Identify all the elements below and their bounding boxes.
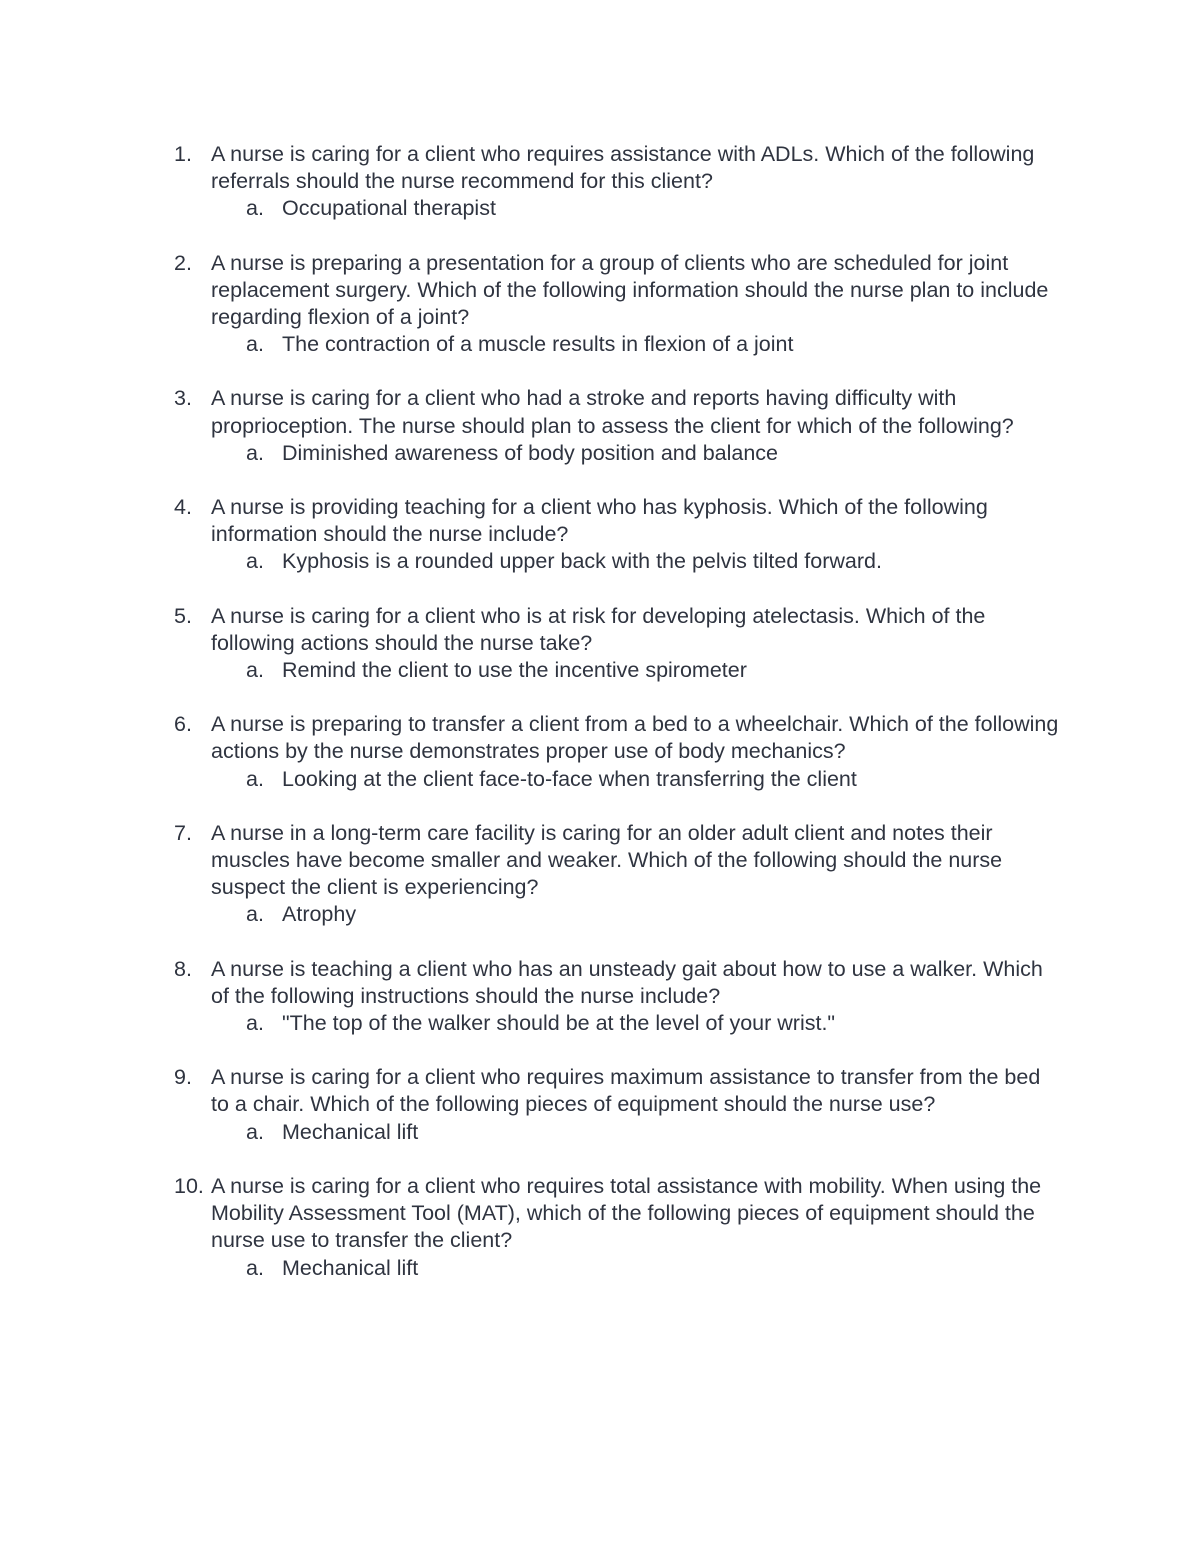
answer-item: [0, 195, 1200, 222]
question-item-2: [0, 250, 1200, 359]
question-item-8: [0, 956, 1200, 1038]
answer-text: Mechanical lift: [282, 1119, 419, 1144]
question-list: [0, 141, 1200, 1309]
answer-label: a.: [246, 440, 264, 465]
answer-text: Remind the client to use the incentive spirometer: [282, 658, 747, 683]
question-number: 4.: [174, 495, 192, 520]
question-item-5: [0, 603, 1200, 685]
question-number: 10.: [174, 1173, 204, 1198]
question-number: 7.: [174, 820, 192, 845]
question-text: A nurse is preparing to transfer a client from a bed to a wheelchair. Which of the following actions by the nurse demonstrates proper use of body mechanics?: [211, 712, 1059, 764]
question-item-4: [0, 494, 1200, 576]
question-number: 2.: [174, 250, 192, 275]
question-number: 1.: [174, 142, 192, 166]
answer-label: a.: [246, 549, 264, 574]
answer-text: Atrophy: [282, 902, 357, 927]
question-number: 5.: [174, 603, 192, 628]
answer-label: a.: [246, 196, 264, 221]
question-text: A nurse is caring for a client who requires maximum assistance to transfer from the bed to a chair. Which of the following pieces of equipment should the nurse use?: [211, 1065, 1041, 1117]
answer-item: [0, 1119, 1200, 1146]
question-item-6: [0, 711, 1200, 793]
question-item-9: [0, 1064, 1200, 1146]
answer-text: Diminished awareness of body position and balance: [282, 440, 779, 465]
answer-text: "The top of the walker should be at the level of your wrist.": [282, 1011, 836, 1036]
question-text: A nurse is preparing a presentation for a group of clients who are scheduled for joint replacement surgery. Which of the following information should the nurse plan to include regarding flexion of a joint?: [211, 250, 1049, 330]
answer-text: The contraction of a muscle results in flexion of a joint: [282, 332, 794, 357]
answer-item: [0, 901, 1200, 928]
question-text: A nurse is caring for a client who requires total assistance with mobility. When using the Mobility Assessment Tool (MAT), which of the following pieces of equipment should the nurse use to transfer the client?: [211, 1173, 1042, 1253]
answer-item: [0, 440, 1200, 467]
question-number: 3.: [174, 386, 192, 411]
answer-item: [0, 548, 1200, 575]
answer-label: a.: [246, 1119, 264, 1144]
question-number: 9.: [174, 1065, 192, 1090]
answer-text: Kyphosis is a rounded upper back with the pelvis tilted forward.: [282, 549, 882, 574]
answer-label: a.: [246, 766, 264, 791]
answer-label: a.: [246, 1255, 264, 1280]
answer-text: Mechanical lift: [282, 1255, 419, 1280]
question-text: A nurse in a long-term care facility is caring for an older adult client and notes their muscles have become smaller and weaker. Which of the following should the nurse suspect the client is experiencing?: [211, 820, 1003, 900]
answer-item: [0, 1010, 1200, 1037]
question-text: A nurse is teaching a client who has an unsteady gait about how to use a walker. Which of the following instructions should the nurse include?: [211, 956, 1043, 1008]
answer-text: Occupational therapist: [282, 196, 496, 221]
answer-label: a.: [246, 332, 264, 357]
question-text: A nurse is caring for a client who is at risk for developing atelectasis. Which of the following actions should the nurse take?: [211, 603, 986, 655]
answer-label: a.: [246, 658, 264, 683]
question-text: A nurse is providing teaching for a client who has kyphosis. Which of the following information should the nurse include?: [211, 495, 988, 547]
answer-label: a.: [246, 1011, 264, 1036]
answer-item: [0, 1255, 1200, 1282]
question-text: A nurse is caring for a client who requires assistance with ADLs. Which of the following referrals should the nurse recommend for this client?: [211, 142, 1035, 194]
question-number: 6.: [174, 712, 192, 737]
question-text: A nurse is caring for a client who had a stroke and reports having difficulty with proprioception. The nurse should plan to assess the client for which of the following?: [211, 386, 1014, 438]
answer-item: [0, 657, 1200, 684]
answer-label: a.: [246, 902, 264, 927]
answer-item: [0, 331, 1200, 358]
answer-item: [0, 766, 1200, 793]
question-item-3: [0, 385, 1200, 467]
answer-text: Looking at the client face-to-face when transferring the client: [282, 766, 857, 791]
question-number: 8.: [174, 956, 192, 981]
question-item-10: [0, 1173, 1200, 1282]
question-item-7: [0, 820, 1200, 929]
question-item-1: [0, 141, 1200, 223]
